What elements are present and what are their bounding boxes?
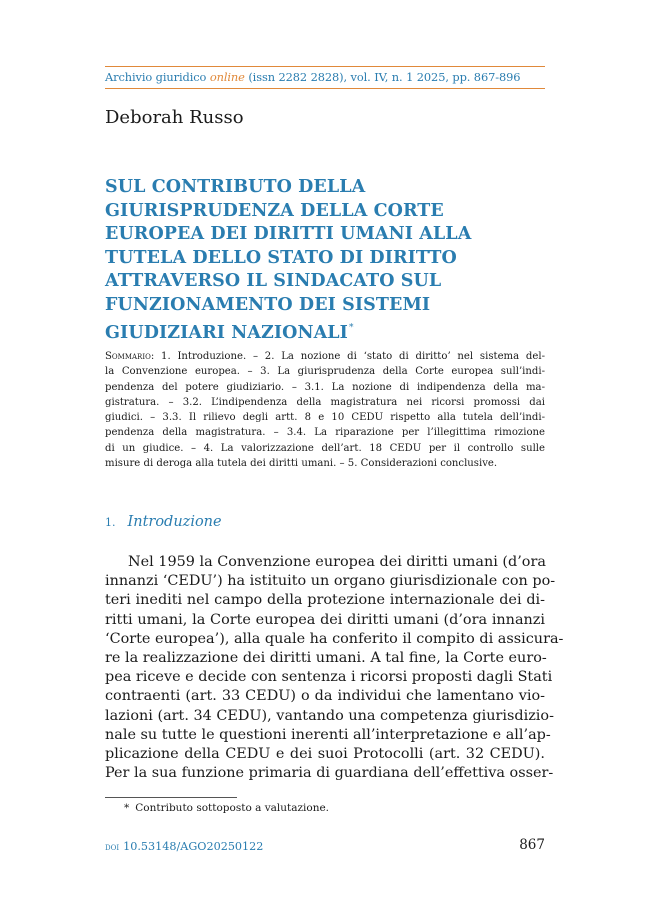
doi-value[interactable]: 10.53148/AGO20250122: [123, 840, 264, 853]
body-line: nale su tutte le questioni inerenti all’interpretazione e all’ap-: [105, 726, 551, 743]
summary-line: misure di deroga alla tutela dei diritti umani. – 5. Considerazioni conclusive.: [105, 458, 498, 470]
title-footnote-mark[interactable]: *: [348, 323, 354, 333]
footnote: [124, 802, 329, 814]
title-line: SUL CONTRIBUTO DELLA: [105, 177, 366, 197]
body-line: Per la sua funzione primaria di guardiana dell’effettiva osser-: [105, 765, 554, 782]
summary-line: la Convenzione europea. – 3. La giurisprudenza della Corte europea sull’indi-: [105, 366, 545, 378]
title-line: ATTRAVERSO IL SINDACATO SUL: [105, 271, 442, 291]
footnote-text: Contributo sottoposto a valutazione.: [135, 802, 330, 814]
title-line: GIURISPRUDENZA DELLA CORTE: [105, 200, 444, 221]
section-number: 1.: [105, 516, 116, 529]
summary-line: di un giudice. – 4. La valorizzazione dell’art. 18 CEDU per il controllo sulle: [105, 442, 545, 454]
summary-line: giudici. – 3.3. Il rilievo degli artt. 8 e 10 CEDU rispetto alla tutela dell’indi-: [105, 412, 545, 424]
body-line: plicazione della CEDU e dei suoi Protocolli (art. 32 CEDU).: [105, 746, 545, 763]
body-line: re la realizzazione dei diritti umani. A tal fine, la Corte euro-: [105, 650, 547, 667]
section-title: Introduzione: [127, 514, 222, 530]
summary-line: gistratura. – 3.2. L’indipendenza della magistratura nei ricorsi promossi dai: [105, 396, 545, 408]
body-line: pea riceve e decide con sentenza i ricorsi proposti dagli Stati: [105, 669, 553, 686]
summary-line: [105, 349, 545, 364]
journal-header-online: online: [209, 70, 245, 84]
journal-header-suffix: (issn 2282 2828), vol. IV, n. 1 2025, pp. 867-896: [244, 70, 521, 84]
title-line: EUROPEA DEI DIRITTI UMANI ALLA: [105, 224, 472, 244]
summary-label: Sommario:: [105, 351, 155, 362]
title-line: FUNZIONAMENTO DEI SISTEMI: [105, 294, 431, 315]
page-number: 867: [519, 837, 545, 853]
doi-reference[interactable]: [105, 840, 263, 853]
body-line: ‘Corte europea’), alla quale ha conferito il compito di assicura-: [105, 630, 564, 647]
title-line-last: [105, 317, 550, 346]
body-line: innanzi ‘CEDU’) ha istituito un organo giurisdizionale con po-: [105, 573, 556, 590]
body-paragraph: [105, 553, 564, 783]
journal-header-prefix: Archivio giuridico: [105, 70, 210, 84]
doi-label: doi: [105, 842, 120, 853]
footnote-divider: [105, 797, 237, 798]
body-line: Nel 1959 la Convenzione europea dei diritti umani (d’ora: [128, 554, 546, 570]
body-line: ritti umani, la Corte europea dei diritti umani (d’ora innanzi: [105, 611, 545, 628]
summary-line: pendenza del potere giudiziario. – 3.1. La nozione di indipendenza della ma-: [105, 381, 545, 393]
summary-line-text: 1. Introduzione. – 2. La nozione di ‘stato di diritto’ nel sistema del-: [154, 351, 545, 362]
footnote-mark: *: [124, 802, 130, 814]
body-line: lazioni (art. 34 CEDU), vantando una competenza giurisdizio-: [105, 707, 554, 724]
section-heading: [105, 514, 222, 530]
article-title: [105, 176, 550, 346]
title-line: TUTELA DELLO STATO DI DIRITTO: [105, 247, 457, 268]
summary-line: pendenza della magistratura. – 3.4. La riparazione per l’illegittima rimozione: [105, 427, 545, 439]
body-line: contraenti (art. 33 CEDU) o da individui che lamentano vio-: [105, 688, 545, 705]
author-name: Deborah Russo: [105, 107, 244, 128]
table-of-contents-summary: [105, 349, 545, 471]
title-line-text: GIUDIZIARI NAZIONALI: [105, 323, 348, 343]
journal-header: [105, 66, 545, 89]
body-line: teri inediti nel campo della protezione internazionale dei di-: [105, 592, 545, 609]
